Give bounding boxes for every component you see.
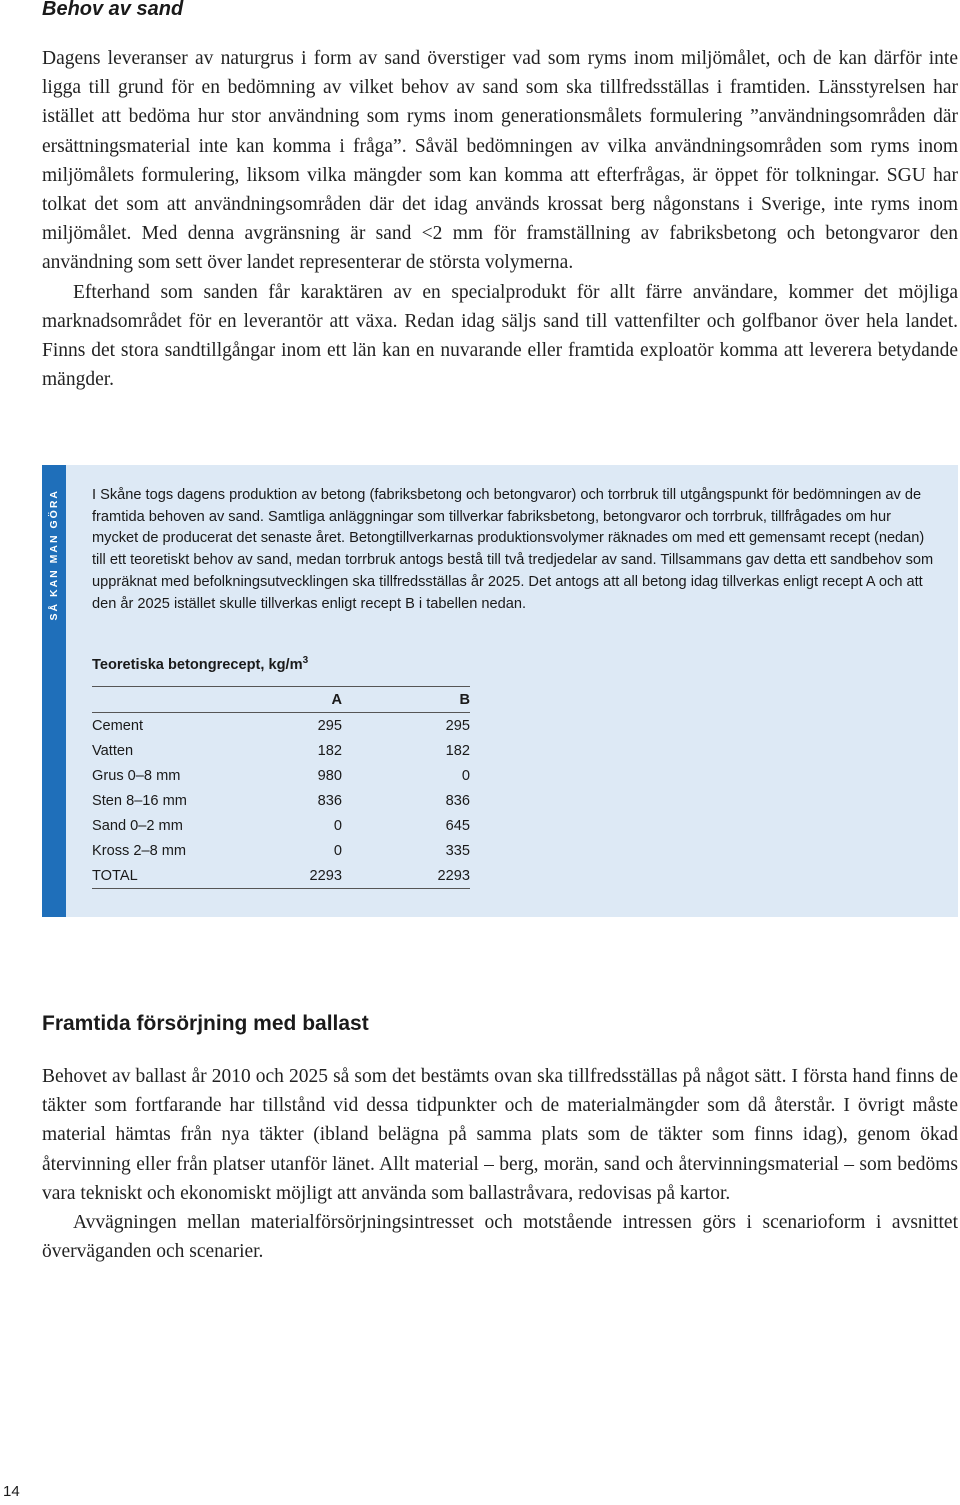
paragraph: Efterhand som sanden får karaktären av en specialprodukt för allt färre användare, kommer det möjliga marknadsområdet för en leverantör att växa. Redan idag säljs sand till vattenfilter och golfbanor över hela landet. Finns det stora sandtillgångar inom ett län kan en nuvarande eller framtida exploatör komma att leverera betydande mängder. bbox=[42, 281, 958, 391]
table-cell: Vatten bbox=[92, 742, 134, 759]
table-cell: 645 bbox=[445, 817, 470, 834]
paragraph: Avvägningen mellan materialförsörjningsintresset och motstående intressen görs i scenarioform i avsnittet överväganden och scenarier. bbox=[42, 1212, 958, 1263]
paragraph: Behovet av ballast år 2010 och 2025 så som det bestämts ovan ska tillfredsställas på något sätt. I första hand finns de täkter som fortfarande har tillstånd vid dessa tidpunkter och de materialmängder som då återstår. I övrigt måste material hämtas från nya täkter (ibland belägna på samma plats som de täkter som finns idag), genom ökad återvinning eller från platser utanför länet. Allt material – berg, morän, sand och återvinningsmaterial – som bedöms vara tekniskt och ekonomiskt möjligt att använda som ballastråvara, redovisas på kartor. bbox=[42, 1066, 958, 1204]
table-row bbox=[92, 838, 470, 863]
table-header-cell bbox=[92, 687, 262, 713]
info-box bbox=[42, 465, 958, 917]
table-row bbox=[92, 738, 470, 763]
info-box-text: I Skåne togs dagens produktion av betong (fabriksbetong och betongvaror) och torrbruk till utgångspunkt för bedömningen av de framtida behoven av sand. Samtliga anläggningar som tillverkar fabriksbetong, betongvaror och torrbruk, tillfrågades om hur mycket de producerat det senaste året. Betongtillverkarnas produktionsvolymer räknades om med ett gemensamt recept (nedan) till ett teoretiskt behov av sand, medan torrbruk antogs bestå till två tredjedelar av sand. Tillsammans gav detta ett sandbehov som uppräknat med befolkningsutvecklingen ska tillfredsställas år 2025. Det antogs att all betong idag tillverkas enligt recept A och att den år 2025 istället skulle tillverkas enligt recept B i tabellen nedan. bbox=[92, 487, 934, 612]
table-cell: 295 bbox=[317, 717, 342, 734]
table-row bbox=[92, 788, 470, 813]
table-cell: Kross 2–8 mm bbox=[92, 842, 187, 859]
table-cell: Sand 0–2 mm bbox=[92, 817, 183, 834]
table-cell: TOTAL bbox=[92, 867, 138, 884]
table-cell: Grus 0–8 mm bbox=[92, 767, 181, 784]
table-cell: Cement bbox=[92, 717, 144, 734]
sand-body-text bbox=[42, 44, 958, 394]
section-heading-ballast: Framtida försörjning med ballast bbox=[42, 1012, 369, 1035]
table-row bbox=[92, 863, 470, 889]
recipe-table bbox=[92, 686, 470, 889]
table-cell: 295 bbox=[445, 717, 470, 734]
table-cell: 2293 bbox=[437, 867, 470, 884]
table-header-cell: B bbox=[459, 691, 470, 708]
table-row bbox=[92, 813, 470, 838]
page-number: 14 bbox=[3, 1483, 20, 1500]
table-cell: 0 bbox=[333, 817, 342, 834]
table-header-cell: A bbox=[331, 691, 342, 708]
table-cell: 980 bbox=[317, 767, 342, 784]
table-row bbox=[92, 763, 470, 788]
table-row bbox=[92, 713, 470, 739]
paragraph: Dagens leveranser av naturgrus i form av sand överstiger vad som ryms inom miljömålet, och de kan därför inte ligga till grund för en bedömning av vilket behov av sand som ska tillfredsställas i framtiden. Länsstyrelsen har istället att bedöma hur stor användning som ryms inom generationsmålets formulering ”användningsområden där ersättningsmaterial inte kan komma i fråga”. Såväl bedömningen av vilka användningsområden som ryms inom miljömålets formulering, liksom vilka mängder som kan komma att efterfrågas, är öppet för tolkningar. SGU har tolkat det som att användningsområden där det idag används krossat berg någonstans i Sverige, inte ryms inom miljömålet. Med denna avgränsning är sand <2 mm för framställning av fabriksbetong och betongvaror den användning som sett över landet representerar de största volymerna. bbox=[42, 48, 958, 274]
table-cell: 335 bbox=[445, 842, 470, 859]
table-cell: 0 bbox=[461, 767, 470, 784]
section-heading-sand: Behov av sand bbox=[42, 0, 184, 20]
table-cell: 182 bbox=[317, 742, 342, 759]
table-cell: 0 bbox=[333, 842, 342, 859]
info-box-label: SÅ KAN MAN GÖRA bbox=[48, 489, 60, 621]
table-title: Teoretiska betongrecept, $kg/m^3$ bbox=[92, 655, 309, 673]
table-cell: 836 bbox=[317, 792, 342, 809]
info-box-stripe bbox=[42, 465, 66, 917]
table-header-row bbox=[92, 687, 470, 713]
table-cell: 836 bbox=[445, 792, 470, 809]
table-cell: 182 bbox=[445, 742, 470, 759]
ballast-body-text bbox=[42, 1062, 958, 1266]
table-cell: Sten 8–16 mm bbox=[92, 792, 187, 809]
table-cell: 2293 bbox=[309, 867, 342, 884]
